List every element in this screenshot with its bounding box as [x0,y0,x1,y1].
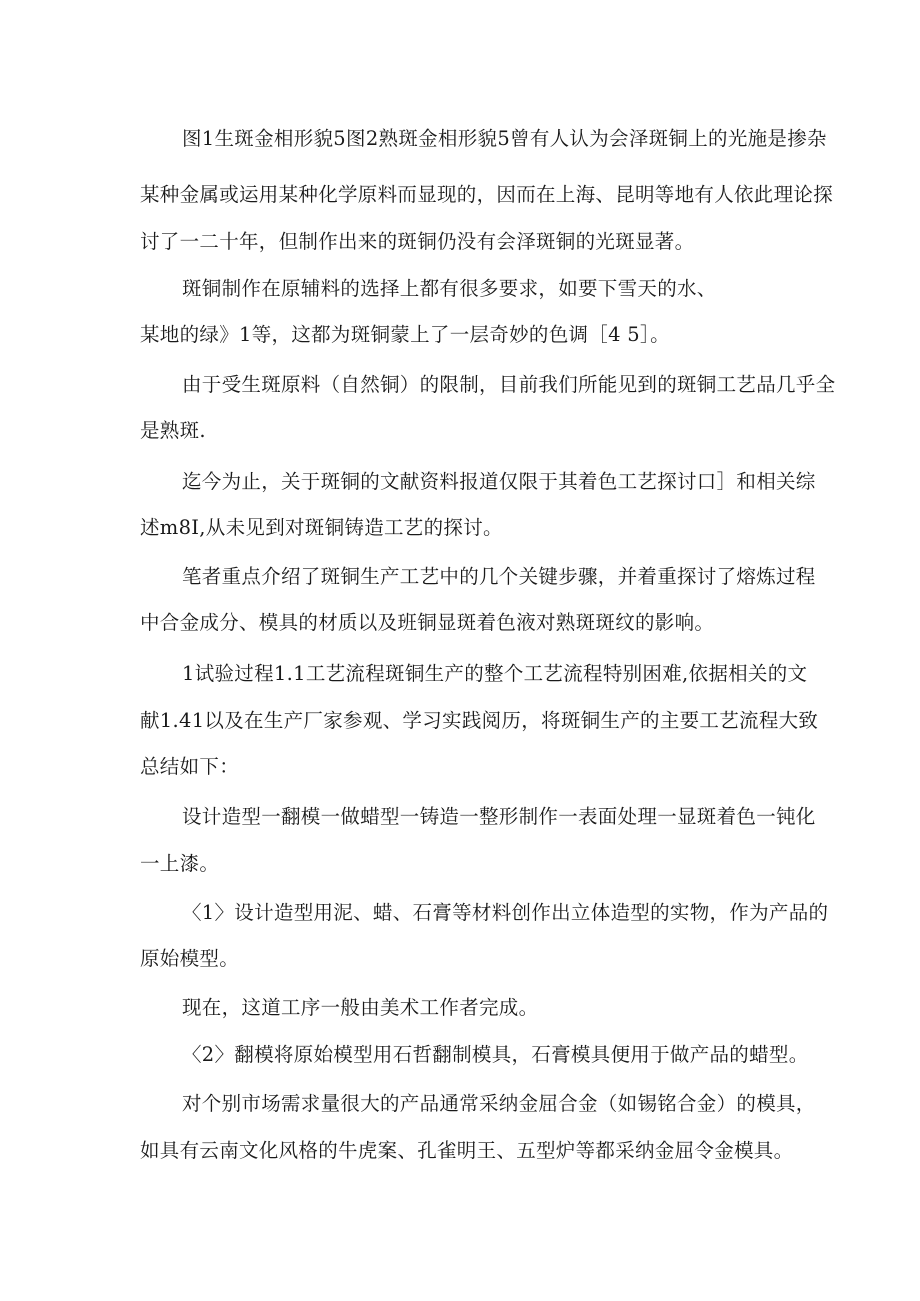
text-line: 如具有云南文化风格的牛虎案、孔雀明王、五型炉等都采纳金屈令金模具。 [140,1139,794,1162]
text-line: 迄今为止，关于斑铜的文献资料报道仅限于其着色工艺探讨口］和相关综 [182,470,816,493]
text-line: 对个别市场需求量很大的产品通常采纳金屈合金（如锡铭合金）的模具， [182,1092,816,1115]
text-line: 图1生斑金相形貌5图2熟斑金相形貌5曾有人认为会泽斑铜上的光施是掺杂 [182,127,827,150]
text-line: 某地的绿》1等，这都为斑铜蒙上了一层奇妙的色调［4 5］。 [140,323,670,346]
text-line: 某种金属或运用某种化学原料而显现的，因而在上海、昆明等地有人依此理论探 [140,183,834,206]
text-line: 讨了一二十年，但制作出来的斑铜仍没有会泽斑铜的光斑显著。 [140,230,695,253]
text-line: 设计造型一翻模一做蜡型一铸造一整形制作一表面处理一显斑着色一钝化 [182,805,816,828]
text-line: 中合金成分、模具的材质以及班铜显斑着色液对熟斑斑纹的影响。 [140,611,715,634]
text-line: 总结如下： [140,755,240,778]
text-line: 一上漆。 [140,852,220,875]
text-line: 现在，这道工序一般由美术工作者完成。 [182,996,539,1019]
text-line: 是熟斑. [140,419,206,442]
text-line: 由于受生斑原料（自然铜）的限制，目前我们所能见到的斑铜工艺品几乎全 [182,373,836,396]
text-line: 原始模型。 [140,947,240,970]
text-line: 1试验过程1.1工艺流程斑铜生产的整个工艺流程特别困难,依据相关的文 [182,662,808,685]
text-line: 献1.41以及在生产厂家参观、学习实践阅历，将斑铜生产的主要工艺流程大致 [140,709,819,732]
text-line: 述m8I,从未见到对斑铜铸造工艺的探讨。 [140,516,503,539]
text-line: 〈1〉设计造型用泥、蜡、石膏等材料创作出立体造型的实物，作为产品的 [182,901,829,924]
text-line: 〈2〉翻模将原始模型用石哲翻制模具，石膏模具便用于做产品的蜡型。 [182,1043,809,1066]
text-line: 笔者重点介绍了斑铜生产工艺中的几个关键步骤，并着重探讨了熔炼过程 [182,565,816,588]
text-line: 斑铜制作在原辅料的选择上都有很多要求，如要下雪天的水、 [182,277,717,300]
